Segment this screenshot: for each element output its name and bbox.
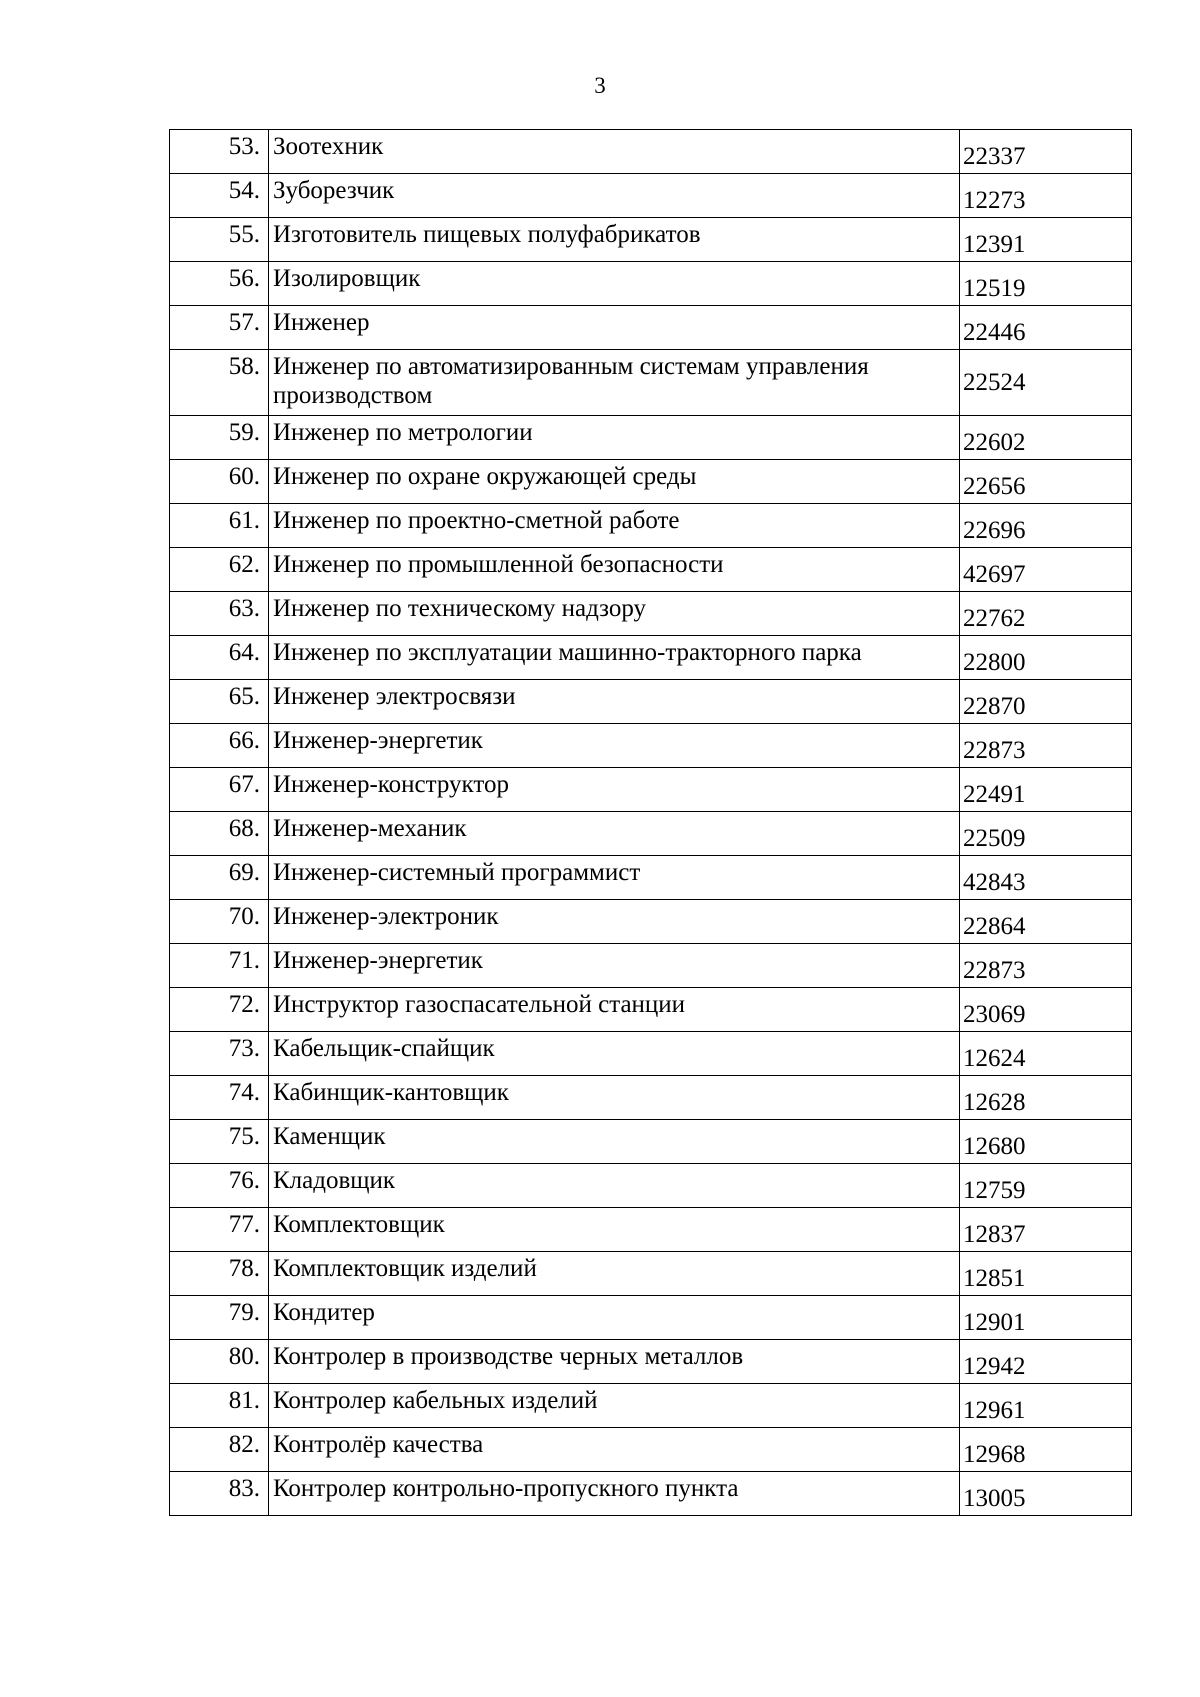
profession-name-cell: Каменщик [269, 1120, 960, 1164]
profession-name-cell: Контролёр качества [269, 1428, 960, 1472]
row-number-cell: 55. [170, 218, 269, 262]
table-row [170, 1208, 1132, 1252]
table-row [170, 1164, 1132, 1208]
row-number-cell: 76. [170, 1164, 269, 1208]
row-number-cell: 73. [170, 1032, 269, 1076]
profession-name-cell: Инженер электросвязи [269, 680, 960, 724]
table-row [170, 1252, 1132, 1296]
profession-code-cell: 23069 [960, 988, 1132, 1032]
profession-name-cell: Контролер контрольно-пропускного пункта [269, 1472, 960, 1516]
profession-name-cell: Зуборезчик [269, 174, 960, 218]
table-row [170, 988, 1132, 1032]
profession-code-cell: 22656 [960, 460, 1132, 504]
table-row [170, 350, 1132, 416]
table-row [170, 460, 1132, 504]
profession-name-cell: Инженер-системный программист [269, 856, 960, 900]
table-row [170, 856, 1132, 900]
row-number-cell: 53. [170, 130, 269, 174]
row-number-cell: 66. [170, 724, 269, 768]
row-number-cell: 75. [170, 1120, 269, 1164]
profession-name-cell: Кабинщик-кантовщик [269, 1076, 960, 1120]
profession-name-cell: Контролер в производстве черных металлов [269, 1340, 960, 1384]
table-row [170, 130, 1132, 174]
row-number-cell: 82. [170, 1428, 269, 1472]
profession-code-cell: 22873 [960, 944, 1132, 988]
table-row [170, 1076, 1132, 1120]
profession-code-cell: 22446 [960, 306, 1132, 350]
table-row [170, 1296, 1132, 1340]
profession-code-cell: 22873 [960, 724, 1132, 768]
profession-name-cell: Кладовщик [269, 1164, 960, 1208]
profession-code-cell: 22762 [960, 592, 1132, 636]
row-number-cell: 61. [170, 504, 269, 548]
table-row [170, 768, 1132, 812]
row-number-cell: 70. [170, 900, 269, 944]
profession-code-cell: 12901 [960, 1296, 1132, 1340]
table-row [170, 504, 1132, 548]
profession-name-cell: Кондитер [269, 1296, 960, 1340]
profession-name-cell: Инженер-энергетик [269, 724, 960, 768]
profession-name-cell: Инструктор газоспасательной станции [269, 988, 960, 1032]
profession-code-cell: 12391 [960, 218, 1132, 262]
row-number-cell: 78. [170, 1252, 269, 1296]
row-number-cell: 81. [170, 1384, 269, 1428]
profession-name-cell: Контролер кабельных изделий [269, 1384, 960, 1428]
profession-code-cell: 22602 [960, 416, 1132, 460]
profession-name-cell: Инженер-механик [269, 812, 960, 856]
row-number-cell: 63. [170, 592, 269, 636]
row-number-cell: 68. [170, 812, 269, 856]
table-row [170, 262, 1132, 306]
profession-code-cell: 12519 [960, 262, 1132, 306]
profession-name-cell: Инженер по проектно-сметной работе [269, 504, 960, 548]
profession-name-cell: Инженер по метрологии [269, 416, 960, 460]
row-number-cell: 72. [170, 988, 269, 1032]
profession-code-cell: 42843 [960, 856, 1132, 900]
table-row [170, 1428, 1132, 1472]
table-row [170, 812, 1132, 856]
profession-code-cell: 22337 [960, 130, 1132, 174]
row-number-cell: 57. [170, 306, 269, 350]
profession-code-cell: 22800 [960, 636, 1132, 680]
row-number-cell: 80. [170, 1340, 269, 1384]
profession-name-cell: Инженер по эксплуатации машинно-тракторного парка [269, 636, 960, 680]
row-number-cell: 54. [170, 174, 269, 218]
profession-code-cell: 22509 [960, 812, 1132, 856]
table-row [170, 1472, 1132, 1516]
row-number-cell: 60. [170, 460, 269, 504]
table-row [170, 680, 1132, 724]
table-row [170, 218, 1132, 262]
profession-name-cell: Инженер-энергетик [269, 944, 960, 988]
profession-code-cell: 22491 [960, 768, 1132, 812]
professions-table-body [170, 130, 1132, 1516]
row-number-cell: 69. [170, 856, 269, 900]
profession-code-cell: 22524 [960, 350, 1132, 416]
row-number-cell: 56. [170, 262, 269, 306]
row-number-cell: 65. [170, 680, 269, 724]
profession-code-cell: 22696 [960, 504, 1132, 548]
profession-name-cell: Инженер по автоматизированным системам управления производством [269, 350, 960, 416]
profession-name-cell: Инженер-электроник [269, 900, 960, 944]
profession-name-cell: Кабельщик-спайщик [269, 1032, 960, 1076]
professions-table [169, 129, 1132, 1516]
row-number-cell: 83. [170, 1472, 269, 1516]
profession-name-cell: Инженер-конструктор [269, 768, 960, 812]
profession-code-cell: 22870 [960, 680, 1132, 724]
table-row [170, 174, 1132, 218]
table-row [170, 636, 1132, 680]
profession-name-cell: Инженер по промышленной безопасности [269, 548, 960, 592]
profession-name-cell: Комплектовщик изделий [269, 1252, 960, 1296]
profession-name-cell: Комплектовщик [269, 1208, 960, 1252]
table-row [170, 1384, 1132, 1428]
row-number-cell: 79. [170, 1296, 269, 1340]
row-number-cell: 77. [170, 1208, 269, 1252]
profession-code-cell: 12273 [960, 174, 1132, 218]
profession-code-cell: 13005 [960, 1472, 1132, 1516]
row-number-cell: 64. [170, 636, 269, 680]
profession-code-cell: 12961 [960, 1384, 1132, 1428]
profession-code-cell: 12837 [960, 1208, 1132, 1252]
profession-name-cell: Инженер [269, 306, 960, 350]
profession-code-cell: 12851 [960, 1252, 1132, 1296]
table-row [170, 1340, 1132, 1384]
page-number: 3 [594, 73, 606, 98]
table-row [170, 592, 1132, 636]
profession-code-cell: 12628 [960, 1076, 1132, 1120]
row-number-cell: 67. [170, 768, 269, 812]
profession-code-cell: 22864 [960, 900, 1132, 944]
profession-code-cell: 12942 [960, 1340, 1132, 1384]
row-number-cell: 71. [170, 944, 269, 988]
profession-name-cell: Зоотехник [269, 130, 960, 174]
row-number-cell: 62. [170, 548, 269, 592]
profession-name-cell: Изолировщик [269, 262, 960, 306]
table-row [170, 306, 1132, 350]
profession-name-cell: Изготовитель пищевых полуфабрикатов [269, 218, 960, 262]
row-number-cell: 59. [170, 416, 269, 460]
profession-code-cell: 12680 [960, 1120, 1132, 1164]
table-row [170, 548, 1132, 592]
profession-code-cell: 42697 [960, 548, 1132, 592]
table-row [170, 944, 1132, 988]
table-row [170, 724, 1132, 768]
profession-code-cell: 12968 [960, 1428, 1132, 1472]
row-number-cell: 58. [170, 350, 269, 416]
table-row [170, 1120, 1132, 1164]
row-number-cell: 74. [170, 1076, 269, 1120]
profession-name-cell: Инженер по техническому надзору [269, 592, 960, 636]
profession-code-cell: 12624 [960, 1032, 1132, 1076]
table-row [170, 416, 1132, 460]
profession-name-cell: Инженер по охране окружающей среды [269, 460, 960, 504]
table-row [170, 1032, 1132, 1076]
profession-code-cell: 12759 [960, 1164, 1132, 1208]
table-row [170, 900, 1132, 944]
